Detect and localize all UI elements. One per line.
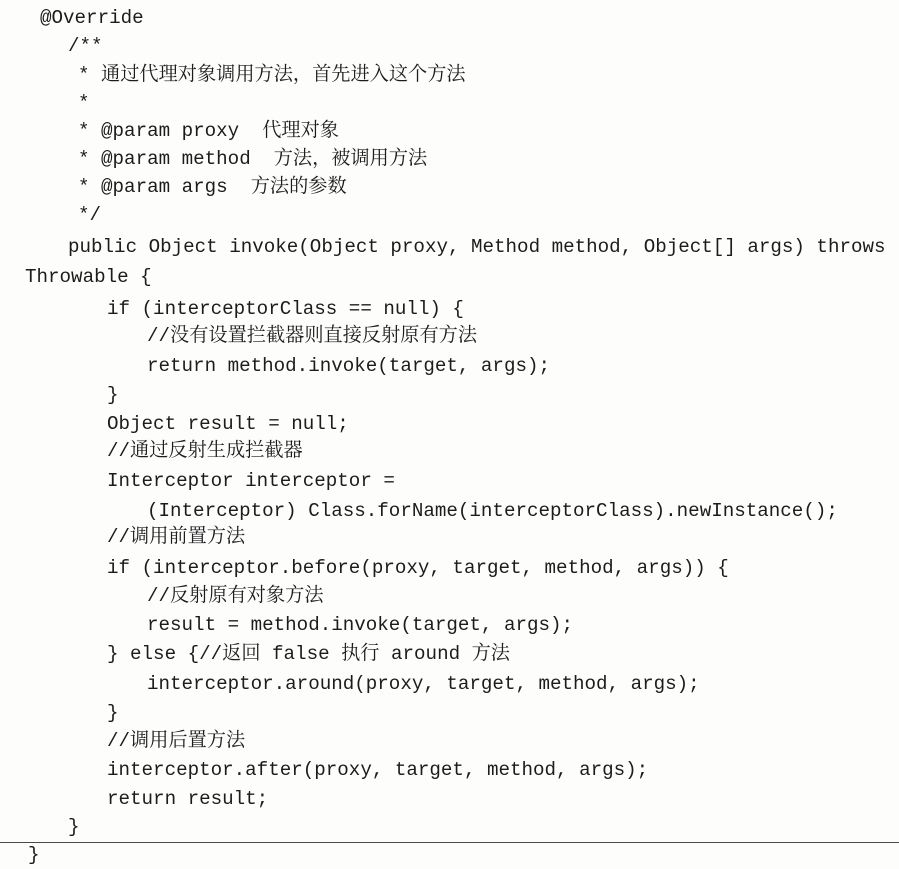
code-line-method-signature: Throwable { (25, 266, 152, 288)
code-line-comment: //没有设置拦截器则直接反射原有方法 (147, 325, 478, 347)
code-line-comment: */ (78, 204, 102, 226)
code-line-annotation: @Override (40, 7, 144, 29)
code-line-comment: * 通过代理对象调用方法，首先进入这个方法 (78, 64, 466, 86)
code-line: Interceptor interceptor = (107, 470, 395, 492)
code-line-comment: * @param proxy 代理对象 (78, 120, 339, 142)
code-line: } else {//返回 false 执行 around 方法 (107, 643, 510, 665)
code-line: interceptor.around(proxy, target, method, args); (147, 673, 700, 695)
code-line: } (107, 702, 119, 724)
code-line-comment: //反射原有对象方法 (147, 585, 324, 607)
code-line: (Interceptor) Class.forName(interceptorClass).newInstance(); (147, 500, 838, 522)
listing-bottom-rule (0, 842, 899, 843)
code-line: } (68, 816, 80, 838)
code-line-comment: /** (68, 35, 103, 57)
code-line-comment: //调用后置方法 (107, 730, 246, 752)
code-line: result = method.invoke(target, args); (147, 614, 574, 636)
code-line: interceptor.after(proxy, target, method, args); (107, 759, 649, 781)
code-line-method-signature: public Object invoke(Object proxy, Method method, Object[] args) throws (68, 236, 886, 258)
code-line-comment: * @param method 方法，被调用方法 (78, 148, 428, 170)
code-line: Object result = null; (107, 413, 349, 435)
code-line: return method.invoke(target, args); (147, 355, 551, 377)
code-line: if (interceptorClass == null) { (107, 298, 464, 320)
code-line: return result; (107, 788, 269, 810)
code-line: } (107, 384, 119, 406)
code-line-comment: * @param args 方法的参数 (78, 176, 347, 198)
code-line-comment: //通过反射生成拦截器 (107, 440, 303, 462)
code-line: if (interceptor.before(proxy, target, method, args)) { (107, 557, 729, 579)
code-line: } (28, 844, 40, 866)
code-line-comment: //调用前置方法 (107, 526, 246, 548)
code-line-comment: * (78, 92, 90, 114)
